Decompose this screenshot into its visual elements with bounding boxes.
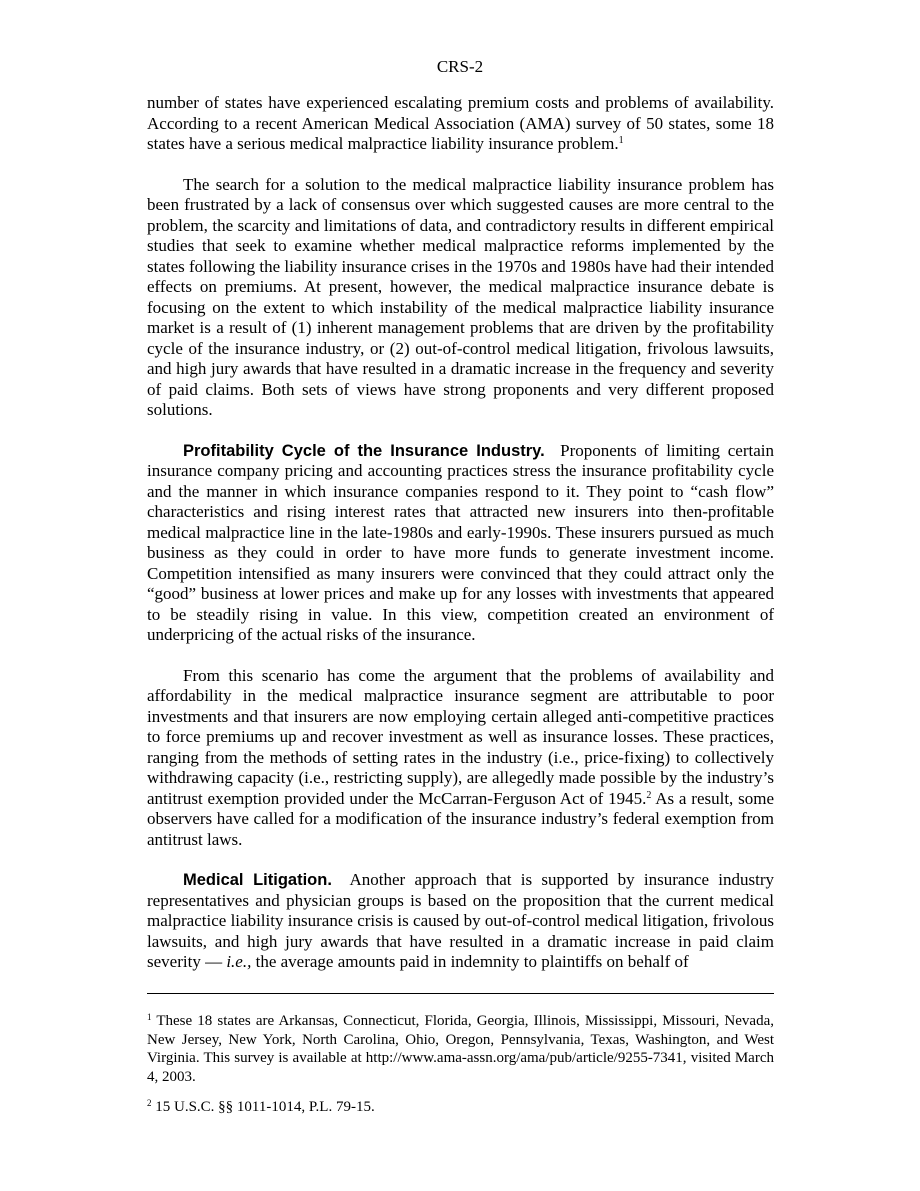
emphasis-ie: i.e.,	[226, 952, 252, 971]
page-header	[0, 56, 920, 78]
footnote-number: 2	[147, 1098, 152, 1108]
paragraph-text: number of states have experienced escalating premium costs and problems of availability. According to a recent American Medical Association (AMA) survey of 50 states, some 18 states have a serious medical malpractice liability insurance problem.	[147, 93, 774, 153]
footnote-1	[147, 1012, 774, 1086]
paragraph-text: Proponents of limiting certain insurance company pricing and accounting practices stress the insurance profitability cycle and the manner in which insurance companies respond to it. They point to “cash flow” characteristics and rising interest rates that attracted new insurers into then-profitable medical malpractice line in the late-1980s and early-1990s. These insurers pursued as much business as they could in order to have more funds to generate investment income. Competition intensified as many insurers were convinced that they could attract only the “good” business at lower prices and make up for any losses with investments that appeared to be steadily rising in value. In this view, competition created an environment of underpricing of the actual risks of the insurance.	[147, 440, 775, 644]
paragraph-text: Another approach that is supported by insurance industry representatives and physician groups is based on the proposition that the current medical malpractice liability insurance crisis is caused by out-of-control medical litigation, frivolous lawsuits, and high jury awards that have resulted in a dramatic increase in paid claim severity —	[147, 870, 774, 971]
footnote-divider	[147, 993, 774, 994]
paragraph-medical-litigation	[147, 870, 774, 973]
paragraph-search-for-solution	[147, 175, 774, 421]
paragraph-text-continued: As a result, some observers have called for a modification of the insurance industry’s federal exemption from antitrust laws.	[147, 788, 774, 849]
paragraph-text: From this scenario has come the argument that the problems of availability and affordability in the medical malpractice insurance segment are attributable to poor investments and that insurers are now employing certain alleged anti-competitive practices to force premiums up and recover investment as well as insurance losses. These practices, ranging from the methods of setting rates in the industry (i.e., price-fixing) to collectively withdrawing capacity (i.e., restricting supply), are allegedly made possible by the industry’s antitrust exemption provided under the McCarran-Ferguson Act of 1945.	[147, 665, 774, 808]
paragraph-text-continued: the average amounts paid in indemnity to plaintiffs on behalf of	[251, 952, 689, 971]
footnote-number: 1	[147, 1012, 152, 1022]
paragraph-continuation	[147, 93, 774, 155]
paragraph-text: The search for a solution to the medical malpractice liability insurance problem has been frustrated by a lack of consensus over which suggested causes are more central to the problem, the scarcity and limitations of data, and contradictory results in different empirical studies that seek to examine whether medical malpractice reforms implemented by the states following the liability insurance crises in the 1970s and 1980s have had their intended effects on premiums. At present, however, the medical malpractice insurance debate is focusing on the extent to which instability of the medical malpractice liability insurance market is a result of (1) inherent management problems that are driven by the profitability cycle of the insurance industry, or (2) out-of-control medical litigation, frivolous lawsuits, and high jury awards that have resulted in a dramatic increase in the frequency and severity of paid claims. Both sets of views have strong proponents and very different proposed solutions.	[147, 174, 774, 419]
footnotes	[147, 1012, 774, 1129]
paragraph-profitability-cycle	[147, 441, 774, 646]
footnote-text: 15 U.S.C. §§ 1011-1014, P.L. 79-15.	[155, 1099, 375, 1115]
footnote-text: These 18 states are Arkansas, Connecticut, Florida, Georgia, Illinois, Mississippi, Missouri, Nevada, New Jersey, New York, North Carolina, Ohio, Oregon, Pennsylvania, Texas, Washington, and West Virginia. This survey is available at http://www.ama-assn.org/ama/pub/article/9255-7341, visited March 4, 2003.	[147, 1013, 774, 1085]
paragraph-antitrust	[147, 666, 774, 851]
footnote-2	[147, 1098, 774, 1117]
body-text	[147, 93, 774, 993]
page-label: CRS-2	[436, 57, 484, 76]
section-heading-profitability: Profitability Cycle of the Insurance Industry.	[183, 441, 545, 460]
section-heading-medical-litigation: Medical Litigation.	[183, 871, 332, 889]
footnote-ref-1[interactable]: 1	[618, 135, 624, 146]
footnote-ref-2[interactable]: 2	[646, 789, 652, 801]
